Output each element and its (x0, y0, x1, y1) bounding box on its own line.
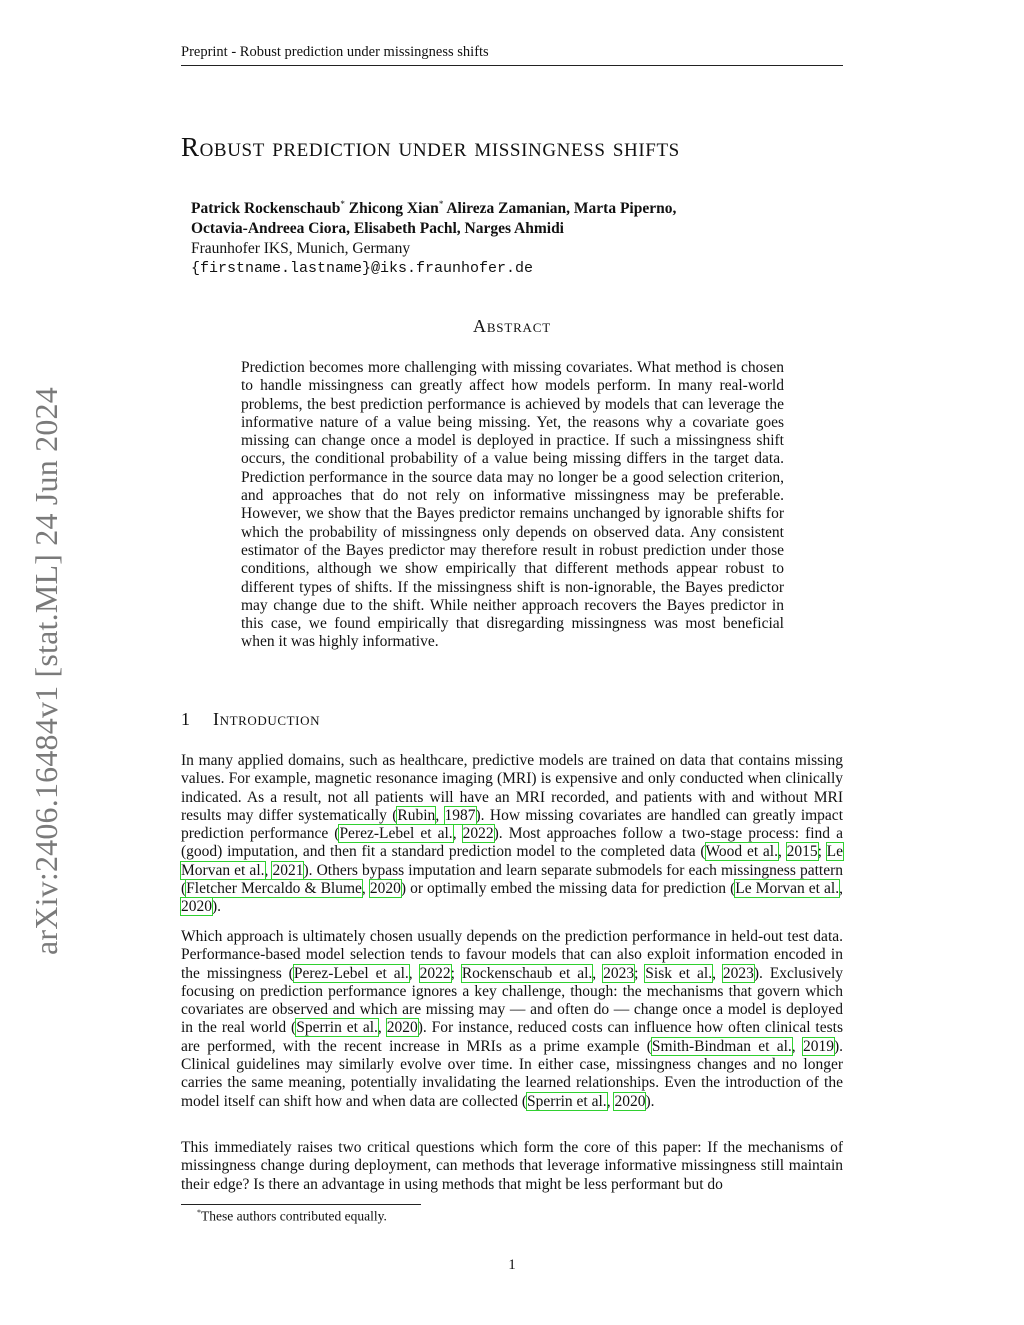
footnote-mark: * (197, 1208, 201, 1217)
paper-title: Robust prediction under missingness shifts (181, 132, 680, 162)
author-names-line2: Octavia-Andreea Ciora, Elisabeth Pachl, Narges Ahmidi (191, 220, 564, 238)
intro-paragraph-3: This immediately raises two critical questions which form the core of this paper: If the mechanisms of missingness change during deployment, can methods that leverage informative missingness still maintain their edge? Is there an advantage in using methods that might be less performant but do (181, 1139, 843, 1193)
abstract-heading: Abstract (473, 316, 551, 336)
citation-separator: , (452, 825, 463, 843)
equal-contribution-mark: * (438, 199, 444, 209)
footnote-text: These authors contributed equally. (201, 1208, 387, 1224)
citation-year-link[interactable]: 2022 (419, 964, 451, 982)
paragraph-text: ). Most approaches follow a two-stage process: find a (good) imputation, and then fit a standard prediction model to the completed data ( (181, 825, 843, 861)
section-heading-introduction (181, 709, 320, 730)
equal-contribution-mark: * (340, 199, 345, 209)
footnote-divider (181, 1204, 421, 1205)
author-email: {firstname.lastname}@iks.fraunhofer.de (191, 260, 534, 278)
citation-link[interactable]: Perez-Lebel et al. (293, 964, 409, 982)
citation-link[interactable]: Sisk et al. (645, 964, 713, 982)
citation-separator: ; (450, 964, 462, 982)
citation-link[interactable]: Wood et al. (705, 843, 778, 861)
citation-link[interactable]: Perez-Lebel et al. (339, 825, 453, 843)
intro-paragraph-1 (181, 752, 843, 917)
citation-separator: , (839, 880, 843, 898)
citation-year-link[interactable]: 1987 (444, 806, 476, 824)
citation-link[interactable]: Le Morvan et al. (735, 880, 840, 898)
citation-separator: , (712, 964, 723, 982)
section-title: Introduction (213, 709, 321, 729)
page-number: 1 (508, 1257, 516, 1273)
citation-year-link[interactable]: 2020 (386, 1019, 418, 1037)
citation-year-link[interactable]: 2023 (603, 964, 635, 982)
paragraph-text: ). How missing covariates are handled can greatly impact prediction performance ( (181, 806, 843, 843)
intro-paragraph-2 (181, 928, 843, 1111)
citation-separator: , (791, 1037, 803, 1055)
citation-year-link[interactable]: 2020 (369, 880, 401, 898)
citation-year-link[interactable]: 2015 (786, 843, 818, 861)
author-name: Patrick Rockenschaub (191, 200, 341, 218)
paragraph-text: ). Exclusively focusing on prediction performance ignores a key challenge, though: the mechanisms that govern which covariates are observed and which are missing may — and often do — change once a model is deployed in the real world ( (181, 964, 844, 1037)
abstract-text: Prediction becomes more challenging with missing covariates. What method is chosen to handle missingness can greatly affect how models perform. In many real-world problems, the best prediction performance is achieved by models that can leverage the informative nature of a value being missing. Yet, the reasons why a covariate goes missing can change once a model is deployed in practice. If such a missingness shift occurs, the conditional probability of a value being missing differs in the target data. Prediction performance in the source data may no longer be a good selection criterion, and approaches that do not rely on informative missingness may be preferable. However, we show that the Bayes predictor remains unchanged by ignorable shifts for which the probability of missingness only depends on observed data. Any consistent estimator of the Bayes predictor may therefore result in robust prediction under those conditions, although we show empirically that different methods appear robust to different types of shifts. If the missingness shift is non-ignorable, the Bayes predictor may change due to the shift. While neither approach recovers the Bayes predictor in this case, we found empirically that disregarding missingness was most beneficial when it was highly informative. (241, 359, 784, 651)
paragraph-text: ) or optimally embed the missing data for prediction ( (400, 880, 736, 898)
author-block (191, 194, 831, 279)
arxiv-identifier: arXiv:2406.16484v1 [stat.ML] 24 Jun 2024 (28, 387, 64, 955)
citation-link[interactable]: Le Morvan et al. (181, 843, 844, 879)
running-head: Preprint - Robust prediction under missingness shifts (181, 44, 843, 66)
author-name: Zhicong Xian (344, 200, 439, 218)
citation-separator: , (361, 880, 370, 898)
citation-year-link[interactable]: 2023 (722, 964, 754, 982)
citation-year-link[interactable]: 2021 (272, 861, 304, 879)
paragraph-text: Which approach is ultimately chosen usually depends on the prediction performance in held-out test data. Performance-based model selection tends to favour models that can also exploit information encoded in the missingness ( (181, 928, 843, 982)
author-names-rest: Alireza Zamanian, Marta Piperno, (443, 200, 677, 218)
citation-link[interactable]: Rubin (397, 806, 436, 824)
citation-year-link[interactable]: 2020 (181, 898, 212, 916)
paragraph-text: ). For instance, reduced costs can influence how often clinical tests are performed, with the recent increase in MRIs as a prime example ( (181, 1019, 843, 1055)
citation-separator: , (435, 806, 445, 824)
citation-year-link[interactable]: 2022 (462, 825, 494, 843)
citation-year-link[interactable]: 2020 (614, 1092, 646, 1110)
citation-separator: , (606, 1092, 615, 1110)
citation-separator: , (408, 964, 420, 982)
paragraph-text: ). Others bypass imputation and learn separate submodels for each missingness pattern ( (181, 861, 843, 898)
paragraph-text: ). (212, 898, 222, 916)
citation-separator: , (377, 1019, 387, 1037)
citation-link[interactable]: Rockenschaub et al. (461, 964, 593, 982)
citation-separator: , (777, 843, 787, 861)
footnote (197, 1208, 387, 1225)
paragraph-text: In many applied domains, such as healthcare, predictive models are trained on data that contains missing values. For example, magnetic resonance imaging (MRI) is expensive and only conducted when clinically indicated. As a result, not all patients will have an MRI recorded, and patients with and without MRI results may differ systematically ( (181, 752, 843, 824)
citation-separator: , (264, 861, 273, 879)
section-number: 1 (181, 709, 191, 729)
citation-link[interactable]: Smith-Bindman et al. (651, 1037, 792, 1055)
paragraph-text: ). (645, 1092, 655, 1110)
author-names (191, 194, 831, 239)
citation-separator: ; (634, 964, 646, 982)
author-affiliation: Fraunhofer IKS, Munich, Germany (191, 240, 411, 258)
citation-year-link[interactable]: 2019 (802, 1037, 834, 1055)
citation-separator: ; (817, 843, 827, 861)
citation-link[interactable]: Sperrin et al. (527, 1092, 607, 1110)
paragraph-text: ). Clinical guidelines may similarly evolve over time. In either case, missingness changes and no longer carries the same meaning, potentially invalidating the learned relationships. Even the introduction of the model itself can shift how and when data are collected ( (181, 1037, 843, 1110)
citation-link[interactable]: Fletcher Mercaldo & Blume (186, 880, 362, 898)
citation-separator: , (592, 964, 604, 982)
citation-link[interactable]: Sperrin et al. (296, 1019, 378, 1037)
